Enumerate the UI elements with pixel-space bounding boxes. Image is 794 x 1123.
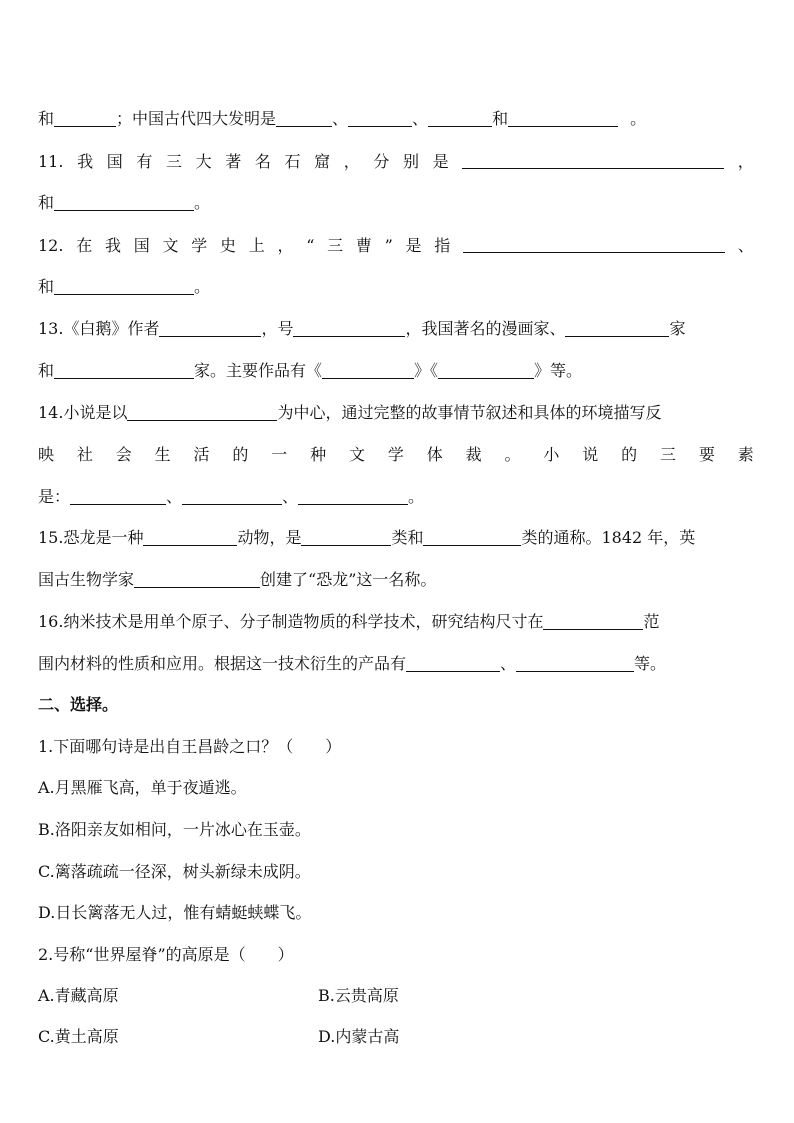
answer-blank[interactable] (543, 611, 643, 630)
mc1-option-c[interactable]: C.篱落疏疏一径深，树头新绿未成阴。 (38, 862, 311, 881)
answer-blank[interactable] (565, 318, 669, 337)
answer-blank[interactable] (462, 150, 724, 169)
mc2-question: 2.号称“世界屋脊”的高原是（ ） (38, 945, 294, 964)
q16-line1: 16.纳米技术是用单个原子、分子制造物质的科学技术，研究结构尺寸在 范 (38, 612, 660, 631)
mc2-option-b[interactable]: B.云贵高原 (318, 986, 399, 1005)
answer-blank[interactable] (438, 360, 534, 379)
q15-line2: 国古生物学家 创建了“恐龙”这一名称。 (38, 570, 437, 589)
mc2-option-c[interactable]: C.黄土高原 (38, 1027, 119, 1046)
mc2-options-row1 (38, 984, 754, 1008)
q14-line2: 映 社 会 生 活 的 一 种 文 学 体 裁 。 小 说 的 三 要 素 (38, 445, 754, 464)
answer-blank[interactable] (348, 108, 412, 127)
answer-blank[interactable] (298, 486, 408, 505)
q10-tail: 和 ；中国古代四大发明是 、 、 和 。 (38, 109, 647, 128)
q14-line3: 是： 、 、 。 (38, 487, 425, 506)
mc1-option-d[interactable]: D.日长篱落无人过，惟有蜻蜓蛱蝶飞。 (38, 903, 312, 922)
answer-blank[interactable] (54, 360, 194, 379)
answer-blank[interactable] (143, 527, 237, 546)
answer-blank[interactable] (54, 192, 194, 211)
q11-line2: 和 。 (38, 193, 211, 212)
answer-blank[interactable] (301, 527, 391, 546)
answer-blank[interactable] (293, 318, 405, 337)
answer-blank[interactable] (508, 108, 618, 127)
answer-blank[interactable] (182, 486, 282, 505)
answer-blank[interactable] (276, 108, 332, 127)
mc1-option-a[interactable]: A.月黑雁飞高，单于夜遁逃。 (38, 778, 247, 797)
q13-line1: 13.《白鹅》作者 ，号 ，我国著名的漫画家、 家 (38, 319, 686, 338)
q11-line1: 11. 我 国 有 三 大 著 名 石 窟 ， 分 别 是 ， (38, 152, 754, 171)
answer-blank[interactable] (516, 653, 634, 672)
q12-line2: 和 。 (38, 277, 211, 296)
answer-blank[interactable] (70, 486, 166, 505)
answer-blank[interactable] (463, 234, 725, 253)
answer-blank[interactable] (159, 318, 261, 337)
mc1-option-b[interactable]: B.洛阳亲友如相问，一片冰心在玉壶。 (38, 820, 311, 839)
answer-blank[interactable] (54, 108, 116, 127)
q16-line2: 围内材料的性质和应用。根据这一技术衍生的产品有 、 等。 (38, 654, 667, 673)
q15-line1: 15.恐龙是一种 动物，是 类和 类的通称。1842 年，英 (38, 528, 696, 547)
answer-blank[interactable] (134, 569, 260, 588)
q13-line2: 和 家。主要作品有《 》《 》等。 (38, 361, 583, 380)
answer-blank[interactable] (428, 108, 492, 127)
section-heading: 二、选择。 (38, 695, 119, 714)
q14-line1: 14.小说是以 为中心，通过完整的故事情节叙述和具体的环境描写反 (38, 403, 662, 422)
answer-blank[interactable] (322, 360, 414, 379)
q12-line1: 12. 在 我 国 文 学 史 上 ， “ 三 曹 ” 是 指 、 (38, 236, 754, 255)
answer-blank[interactable] (423, 527, 521, 546)
mc2-options-row2 (38, 1025, 754, 1049)
answer-blank[interactable] (127, 402, 277, 421)
mc2-option-d[interactable]: D.内蒙古高 (318, 1027, 400, 1046)
answer-blank[interactable] (54, 276, 194, 295)
mc2-option-a[interactable]: A.青藏高原 (38, 986, 119, 1005)
mc1-question: 1.下面哪句诗是出自王昌龄之口？（ ） (38, 737, 342, 756)
answer-blank[interactable] (406, 653, 500, 672)
